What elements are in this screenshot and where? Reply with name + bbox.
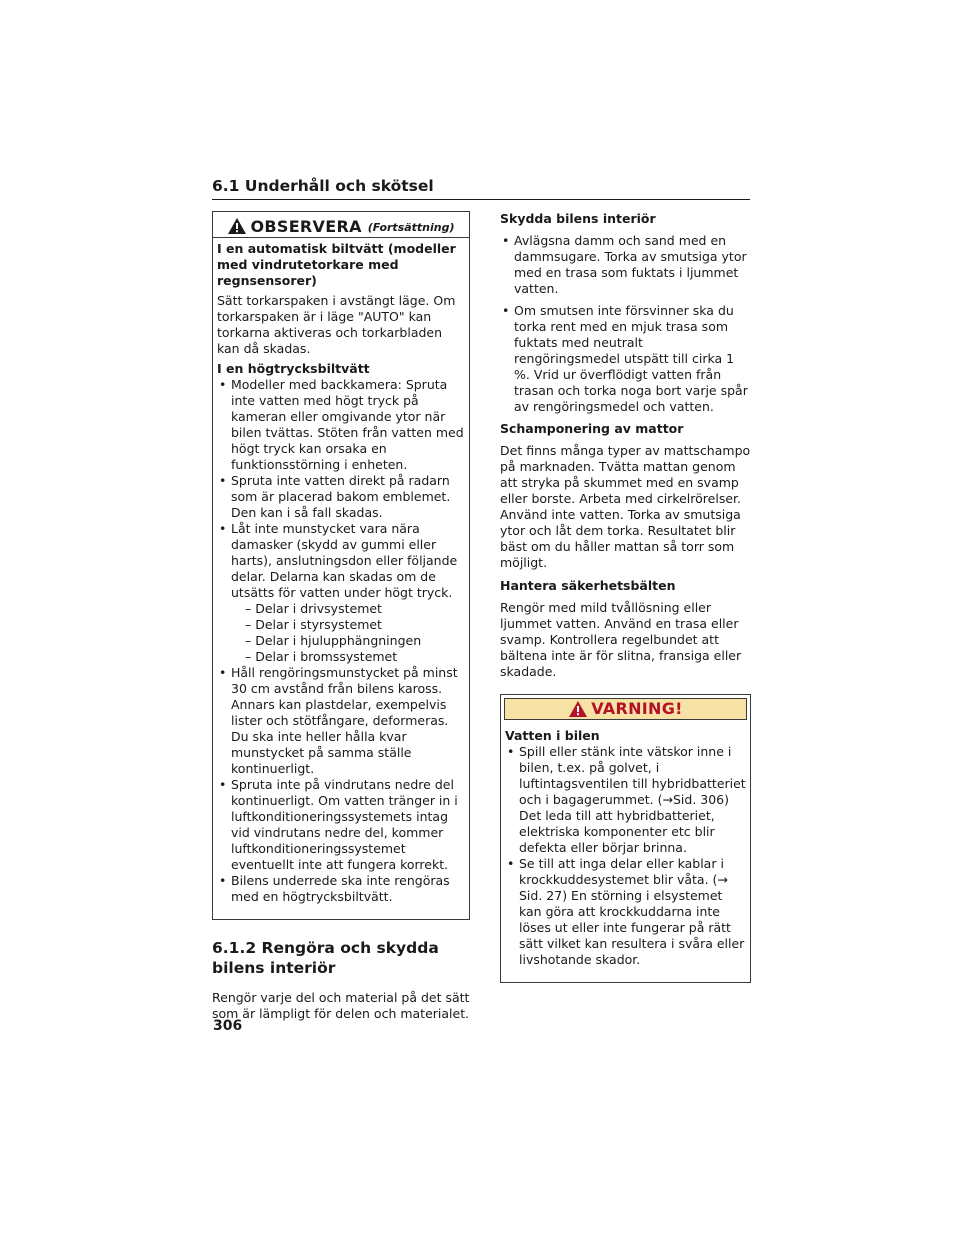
varning-header <box>504 698 747 720</box>
sub-item: – Delar i drivsystemet <box>245 601 382 616</box>
list-item: • Bilens underrede ska inte rengöras med en högtrycksbiltvätt. <box>217 873 467 905</box>
list-item: • Spruta inte vatten direkt på radarn som är placerad bakom emblemet. Den kan i så fall skadas. <box>217 473 467 521</box>
varning-title: VARNING! <box>591 699 683 718</box>
observera-subtitle: (Fortsättning) <box>367 221 455 234</box>
list-item: • Spill eller stänk inte vätskor inne i bilen, t.ex. på golvet, i luftintagsventilen till hybridbatteriet och i bagagerummet. (→Sid. 306) Det leda till att hybridbatteriet, elektriska komponenter etc blir defekta eller börjar brinna. <box>505 744 748 856</box>
observera-header <box>213 212 469 238</box>
paragraph-sakerhetsbalten: Rengör med mild tvållösning eller ljummet vatten. Använd en trasa eller svamp. Kontrollera regelbundet att bältena inte är för slitna, fransiga eller skadade. <box>500 600 742 679</box>
list-item-extra: Det leda till att hybridbatteriet, elektriska komponenter etc blir defekta eller börjar brinna. <box>519 808 715 855</box>
list-item: • Om smutsen inte försvinner ska du torka rent med en mjuk trasa som fuktats med neutralt rengöringsmedel utspätt till cirka 1 %. Vrid ur överflödigt vatten från trasan och torka noga bort varje spår av rengöringsmedel och vatten. <box>500 303 751 415</box>
warning-triangle-icon <box>227 217 247 235</box>
chapter-title: 6.1 Underhåll och skötsel <box>212 176 750 200</box>
skydda-bullet-list <box>500 233 751 415</box>
page-number: 306 <box>213 1018 243 1034</box>
observera-heading-2: I en högtrycksbiltvätt <box>217 361 370 376</box>
sub-item: – Delar i bromssystemet <box>245 649 398 664</box>
varning-body <box>501 728 750 968</box>
observera-title: OBSERVERA <box>250 217 362 236</box>
varning-heading: Vatten i bilen <box>505 728 600 743</box>
right-column <box>500 211 751 983</box>
sub-item: – Delar i hjulupphängningen <box>245 633 422 648</box>
observera-body <box>213 241 469 905</box>
paragraph-schamponering: Det finns många typer av mattschampo på marknaden. Tvätta mattan genom att stryka på skummet med en svamp eller borste. Arbeta med cirkelrörelser. Använd inte vatten. Torka av smutsiga ytor och låt dem torka. Resultatet blir bäst om du håller mattan så torr som möjligt. <box>500 443 751 570</box>
heading-sakerhetsbalten: Hantera säkerhetsbälten <box>500 578 676 593</box>
varning-box <box>500 694 751 983</box>
observera-heading-1: I en automatisk biltvätt (modeller med vindrutetorkare med regnsensorer) <box>217 241 456 288</box>
heading-skydda: Skydda bilens interiör <box>500 211 656 226</box>
varning-bullet-list <box>505 744 748 968</box>
list-item: • Låt inte munstycket vara nära damasker (skydd av gummi eller harts), anslutningsdon eller följande delar. Delarna kan skadas om de utsätts för vatten under högt tryck. – Delar i drivsystemet – Delar i styrsystemet – Delar i hjulupphängningen – Delar i bromssystemet <box>217 521 467 665</box>
observera-box <box>212 211 470 920</box>
list-item: • Modeller med backkamera: Spruta inte vatten med högt tryck på kameran eller omgivande ytor när bilen tvättas. Stöten från vatten med högt tryck kan orsaka en funktionsstörning i enheten. <box>217 377 467 473</box>
page-header <box>212 176 750 200</box>
list-item: • Spruta inte på vindrutans nedre del kontinuerligt. Om vatten tränger in i luftkonditioneringssystemets intag vid vindrutans nedre del, kommer luftkonditioneringssystemet eventuellt inte att fungera korrekt. <box>217 777 467 873</box>
list-item: • Håll rengöringsmunstycket på minst 30 cm avstånd från bilens kaross. Annars kan plastdelar, exempelvis lister och stötfångare, deformeras. Du ska inte heller hålla kvar munstycket på samma ställe kontinuerligt. <box>217 665 467 777</box>
observera-paragraph-1: Sätt torkarspaken i avstängt läge. Om torkarspaken är i läge "AUTO" kan torkarna aktiveras och torkarbladen kan då skadas. <box>217 293 456 356</box>
observera-bullet-list <box>217 377 467 905</box>
heading-schamponering: Schamponering av mattor <box>500 421 684 436</box>
list-item: • Se till att inga delar eller kablar i krockkuddesystemet blir våta. (→ Sid. 27) En störning i elsystemet kan göra att krockkuddarna inte löses ut eller inte fungerar på rätt sätt vilket kan resultera i svåra eller livshotande skador. <box>505 856 748 968</box>
left-column <box>212 211 470 1029</box>
sub-item: – Delar i styrsystemet <box>245 617 382 632</box>
warning-triangle-icon <box>568 700 588 718</box>
list-item: • Avlägsna damm och sand med en dammsugare. Torka av smutsiga ytor med en trasa som fuktats i ljummet vatten. <box>500 233 751 297</box>
section-intro: Rengör varje del och material på det sätt som är lämpligt för delen och materialet. <box>212 990 470 1021</box>
section-title: 6.1.2 Rengöra och skydda bilens interiör <box>212 939 439 977</box>
